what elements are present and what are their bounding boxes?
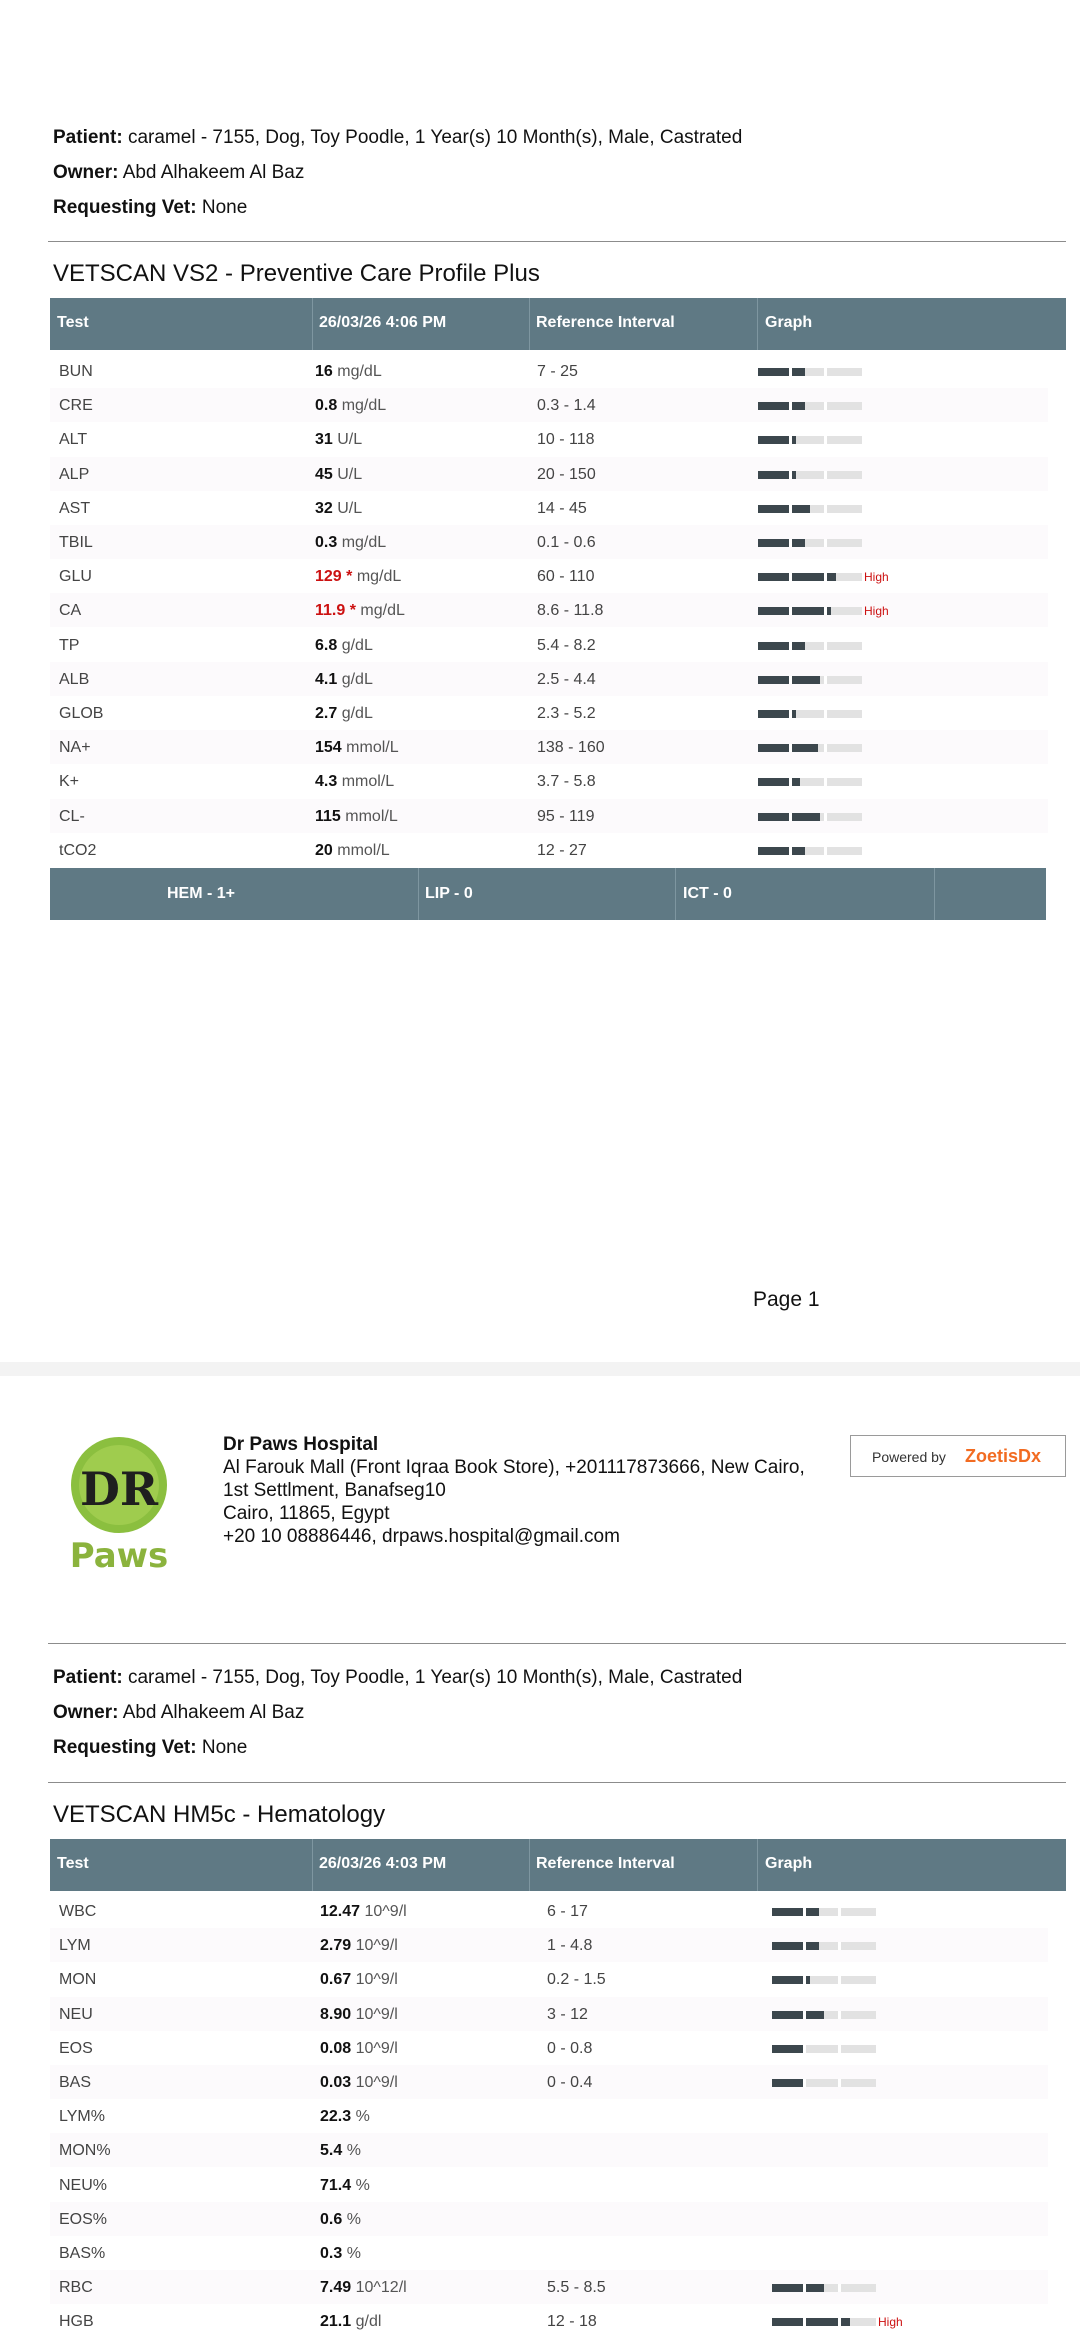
range-graph [758,847,862,855]
result-value [315,602,405,620]
divider [48,1782,1066,1783]
result-number: 4.1 [315,670,338,688]
reference-interval: 7 - 25 [537,363,578,380]
reference-interval: 3.7 - 5.8 [537,773,596,791]
range-graph [758,402,862,410]
hematology-title: VETSCAN HM5c - Hematology [53,1801,386,1828]
result-number: 0.67 [320,1971,352,1989]
result-value [315,534,386,552]
result-value [320,2313,381,2331]
result-unit: mg/dL [356,568,402,586]
range-graph [758,436,862,444]
result-unit: mmol/L [345,807,398,825]
logo-text-bottom: Paws [69,1536,169,1575]
table-row [50,422,1048,456]
reference-interval: 0 - 0.4 [547,2074,593,2091]
result-number: 115 [315,807,341,825]
dr-paws-logo [66,1435,172,1575]
result-unit: 10^9/l [364,1903,407,1920]
reference-interval: 14 - 45 [537,499,587,517]
result-value [315,705,373,723]
range-graph [758,368,862,376]
result-value [320,2142,361,2160]
test-name: GLOB [59,705,104,722]
result-unit: mg/dL [341,397,387,415]
result-unit: mg/dL [337,363,382,380]
table-row [50,2236,1048,2270]
range-graph [772,2045,876,2053]
clinic-address-2: 1st Settlment, Banafseg10 [223,1480,446,1501]
range-graph [758,744,862,752]
table-row [50,2099,1048,2133]
sample-quality-bar [50,868,1046,920]
owner-line [53,1702,304,1724]
test-name: WBC [59,1903,97,1920]
result-number: 71.4 [320,2176,352,2194]
divider [48,241,1066,242]
test-name: RBC [59,2279,93,2297]
table-row [50,2065,1048,2099]
result-number: 5.4 [320,2142,343,2160]
result-number: 22.3 [320,2108,352,2126]
table-row [50,2168,1048,2202]
range-graph [758,471,862,479]
table-row [50,1997,1048,2031]
header-date: 26/03/26 4:03 PM [319,1855,447,1872]
result-unit: g/dL [341,670,373,688]
reference-interval: 6 - 17 [547,1903,588,1920]
reference-interval: 8.6 - 11.8 [537,602,604,620]
result-value [315,466,362,484]
table-row [50,2270,1048,2304]
test-name: MON [59,1971,97,1989]
test-name: AST [59,499,91,517]
result-value [315,739,399,757]
result-unit: 10^9/l [355,1971,398,1989]
result-value [320,2040,398,2058]
test-name: CL- [59,807,85,825]
result-number: 2.7 [315,705,338,722]
logo-text-top: DR [79,1462,159,1516]
owner-value: Abd Alhakeem Al Baz [122,162,305,183]
reference-interval: 0.3 - 1.4 [537,397,596,415]
header-date: 26/03/26 4:06 PM [319,314,447,331]
vet-value: None [201,197,248,218]
table-row [50,833,1048,867]
header-test: Test [57,314,89,331]
range-graph [758,573,862,581]
reference-interval: 138 - 160 [537,739,605,757]
range-graph [772,2079,876,2087]
table-row [50,1894,1048,1928]
result-value [320,2006,398,2024]
result-value [320,2108,370,2126]
vet-line [53,1737,247,1759]
result-number: 0.8 [315,397,338,415]
test-name: LYM [59,1937,91,1955]
range-graph [772,2284,876,2292]
chemistry-table-header [50,298,1066,350]
range-graph [758,813,862,821]
reference-interval: 1 - 4.8 [547,1937,593,1955]
table-row [50,2202,1048,2236]
result-number: 2.79 [320,1937,352,1955]
clinic-address-3: Cairo, 11865, Egypt [223,1503,390,1524]
range-graph [758,607,862,615]
icterus-index: ICT - 0 [683,885,732,902]
result-unit: mmol/L [341,773,395,791]
clinic-contact: +20 10 08886446, drpaws.hospital@gmail.com [223,1526,620,1547]
table-row [50,799,1048,833]
test-name: ALT [59,431,88,449]
result-value [320,2245,361,2263]
test-name: NA+ [59,739,91,757]
result-value [315,431,362,449]
test-name: MON% [59,2142,111,2160]
range-graph [758,778,862,786]
patient-label: Patient: [53,1667,123,1688]
clinic-address-1: Al Farouk Mall (Front Iqraa Book Store), +201117873666, New Cairo, [223,1457,805,1478]
patient-line [53,1667,742,1689]
table-row [50,1928,1048,1962]
result-value [320,1971,398,1989]
table-row [50,388,1048,422]
vet-line [53,197,247,219]
result-number: 0.03 [320,2074,352,2091]
result-value [320,2279,407,2297]
chemistry-title: VETSCAN VS2 - Preventive Care Profile Plus [53,260,540,287]
clinic-name: Dr Paws Hospital [223,1434,379,1455]
reference-interval: 3 - 12 [547,2005,588,2023]
header-graph: Graph [765,1855,813,1872]
result-unit: mmol/L [337,841,390,859]
result-unit: % [346,2210,361,2228]
result-number: 0.3 [315,534,338,551]
table-row [50,354,1048,388]
table-row [50,2031,1048,2065]
test-name: NEU% [59,2176,108,2194]
test-name: tCO2 [59,841,97,859]
test-name: BAS% [59,2245,106,2262]
hematology-table-header [50,1839,1066,1891]
result-unit: % [355,2108,370,2126]
range-graph [758,676,862,684]
high-flag: High [878,2315,903,2330]
table-row [50,730,1048,764]
reference-interval: 5.5 - 8.5 [547,2279,606,2297]
table-row [50,525,1048,559]
header-graph: Graph [765,314,813,331]
range-graph [758,642,862,650]
reference-interval: 20 - 150 [537,465,596,483]
header-test: Test [57,1855,89,1872]
test-name: TP [59,636,80,654]
result-number: 7.49 [320,2279,352,2297]
result-number: 12.47 [320,1903,361,1920]
result-number: 154 [315,739,342,757]
result-value [320,1937,398,1955]
table-row [50,2304,1048,2338]
table-row [50,764,1048,798]
result-unit: g/dL [341,705,373,722]
table-row [50,593,1048,627]
header-reference: Reference Interval [536,314,675,331]
result-number: 31 [315,431,333,449]
patient-label: Patient: [53,127,123,148]
result-number: 0.3 [320,2245,343,2262]
hemolysis-index: HEM - 1+ [167,885,236,902]
result-number: 4.3 [315,773,338,791]
result-number: 32 [315,499,333,517]
owner-line [53,162,304,184]
table-row [50,696,1048,730]
result-unit: 10^12/l [355,2279,407,2297]
result-number: 6.8 [315,636,338,654]
page-number: Page 1 [753,1288,820,1311]
reference-interval: 2.3 - 5.2 [537,705,596,722]
test-name: CA [59,602,82,620]
result-value [320,2177,370,2195]
reference-interval: 0.2 - 1.5 [547,1971,606,1989]
owner-value: Abd Alhakeem Al Baz [122,1702,305,1723]
table-row [50,2133,1048,2167]
result-unit: 10^9/l [355,1937,398,1955]
result-value [315,773,394,791]
result-number: 0.6 [320,2210,343,2228]
range-graph [772,1942,876,1950]
zoetisdx-logo: ZoetisDx [965,1446,1042,1466]
range-graph [772,1976,876,1984]
vet-label: Requesting Vet: [53,197,197,218]
test-name: K+ [59,773,80,791]
test-name: ALB [59,670,90,688]
result-unit: g/dl [355,2313,382,2331]
table-row [50,662,1048,696]
result-value [320,2074,398,2092]
result-unit: 10^9/l [355,2005,398,2023]
table-row [50,1962,1048,1996]
high-flag: High [864,604,889,619]
header-reference: Reference Interval [536,1855,675,1872]
result-unit: U/L [337,499,363,517]
owner-label: Owner: [53,162,119,183]
result-unit: mg/dL [360,602,405,620]
abnormal-flag: * [345,602,356,620]
result-number: 8.90 [320,2005,352,2023]
reference-interval: 2.5 - 4.4 [537,670,596,688]
test-name: TBIL [59,534,93,551]
result-number: 129 [315,568,342,586]
range-graph [758,505,862,513]
reference-interval: 12 - 27 [537,841,587,859]
reference-interval: 0.1 - 0.6 [537,534,596,551]
result-value [315,568,401,586]
page-separator [0,1362,1080,1376]
vet-value: None [201,1737,248,1758]
result-unit: % [346,2142,361,2160]
table-row [50,457,1048,491]
high-flag: High [864,570,889,585]
result-unit: g/dL [341,636,373,654]
test-name: EOS [59,2039,93,2057]
result-value [315,842,390,860]
result-value [315,671,373,689]
reference-interval: 95 - 119 [537,807,595,825]
abnormal-flag: * [341,568,353,586]
result-unit: U/L [337,431,363,449]
reference-interval: 60 - 110 [537,568,595,586]
divider [48,1643,1066,1644]
result-value [315,500,362,518]
test-name: BUN [59,363,93,380]
result-number: 16 [315,363,333,380]
result-number: 20 [315,841,333,859]
range-graph [772,1908,876,1916]
result-unit: 10^9/l [355,2039,398,2057]
result-value [315,363,382,381]
patient-line [53,127,742,149]
reference-interval: 10 - 118 [537,431,595,449]
result-number: 45 [315,465,333,483]
result-value [320,2211,361,2229]
test-name: BAS [59,2074,92,2091]
test-name: EOS% [59,2210,108,2228]
clinic-info [223,1433,805,1548]
range-graph [758,710,862,718]
test-name: HGB [59,2313,94,2331]
result-number: 21.1 [320,2313,352,2331]
result-unit: mmol/L [346,739,399,757]
vet-label: Requesting Vet: [53,1737,197,1758]
reference-interval: 12 - 18 [547,2313,597,2331]
result-unit: 10^9/l [355,2074,398,2091]
result-value [315,397,386,415]
lipemia-index: LIP - 0 [425,885,473,902]
table-row [50,559,1048,593]
range-graph [758,539,862,547]
powered-by-text: Powered by [872,1449,946,1465]
range-graph [772,2318,876,2326]
result-value [315,637,373,655]
result-unit: % [355,2176,370,2194]
result-number: 0.08 [320,2039,352,2057]
result-unit: mg/dL [341,534,387,551]
powered-by-badge [850,1435,1066,1477]
result-unit: U/L [337,465,363,483]
reference-interval: 5.4 - 8.2 [537,636,596,654]
test-name: NEU [59,2005,93,2023]
result-value [320,1903,407,1921]
result-unit: % [346,2245,361,2262]
reference-interval: 0 - 0.8 [547,2039,593,2057]
result-value [315,808,398,826]
patient-value: caramel - 7155, Dog, Toy Poodle, 1 Year(s) 10 Month(s), Male, Castrated [127,1667,743,1688]
test-name: LYM% [59,2108,105,2126]
result-number: 11.9 [315,602,346,620]
table-row [50,628,1048,662]
range-graph [772,2011,876,2019]
test-name: ALP [59,465,90,483]
test-name: GLU [59,568,92,586]
patient-value: caramel - 7155, Dog, Toy Poodle, 1 Year(s) 10 Month(s), Male, Castrated [127,127,743,148]
owner-label: Owner: [53,1702,119,1723]
table-row [50,491,1048,525]
test-name: CRE [59,397,93,415]
